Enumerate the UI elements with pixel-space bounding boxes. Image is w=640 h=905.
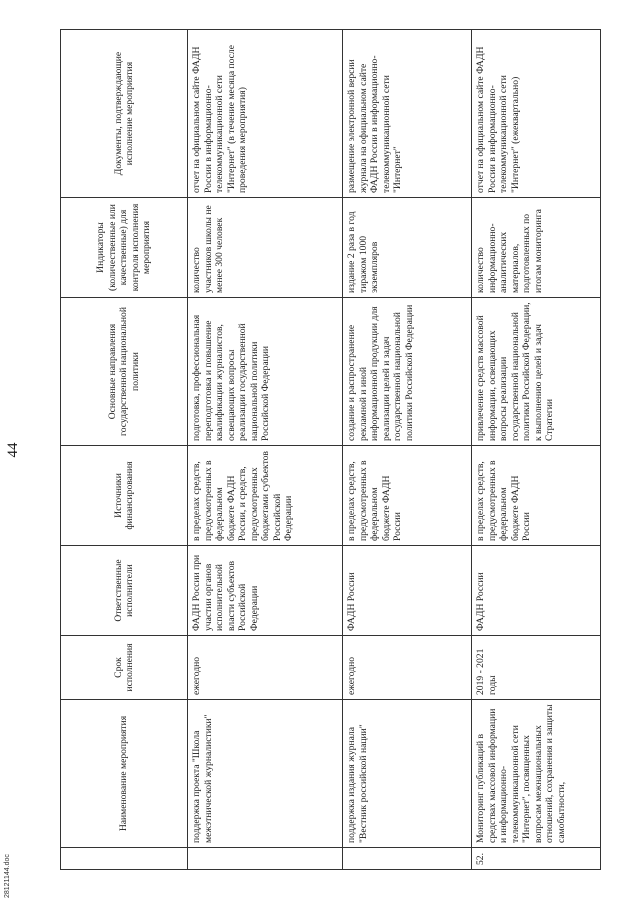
row-number: 52. xyxy=(472,848,601,870)
row-number xyxy=(188,848,343,870)
header-documents: Документы, подтверждающие исполнение мероприятия xyxy=(61,30,188,198)
table-row xyxy=(343,30,472,870)
page-number: 44 xyxy=(5,442,21,458)
measure-directions: привлечение средств массовой информации, освещающих вопросы реализации государственной национальной политики Российской Федерации, к выполнению целей и задач Стратегии xyxy=(472,298,601,446)
header-executors: Ответственные исполнители xyxy=(61,546,188,636)
measure-documents: отчет на официальном сайте ФАДН России в информационно-телекоммуникационной сети "Интернет" (в течение месяца после проведения мероприятия) xyxy=(188,30,343,198)
table-row xyxy=(472,30,601,870)
document-code: 28121144.doc xyxy=(4,854,11,898)
measure-name: Мониторинг публикаций в средствах массовой информации и информационно-телекоммуникационной сети "Интернет", посвященных вопросам межнациональных отношений, сохранения и защиты самобытности, xyxy=(472,700,601,848)
measure-indicators: количество информационно-аналитических материалов, подготовленных по итогам мониторинга xyxy=(472,198,601,298)
measure-documents: отчет на официальном сайте ФАДН России в информационно-телекоммуникационной сети "Интернет" (ежеквартально) xyxy=(472,30,601,198)
table-header-row xyxy=(61,30,188,870)
measure-funding: в пределах средств, предусмотренных в федеральном бюджете ФАДН России xyxy=(343,446,472,546)
measure-executors: ФАДН России при участии органов исполнительной власти субъектов Российской Федерации xyxy=(188,546,343,636)
measure-term: ежегодно xyxy=(343,636,472,700)
header-indicators: Индикаторы (количественные или качественные) для контроля исполнения мероприятия xyxy=(61,198,188,298)
measure-executors: ФАДН России xyxy=(343,546,472,636)
measure-name: поддержка проекта "Школа межэтнической журналистики" xyxy=(188,700,343,848)
row-number xyxy=(343,848,472,870)
measure-funding: в пределах средств, предусмотренных в федеральном бюджете ФАДН России, и средств, предусмотренных бюджетами субъектов Российской Федерации xyxy=(188,446,343,546)
header-name: Наименование мероприятия xyxy=(61,700,188,848)
header-directions: Основные направления государственной национальной политики xyxy=(61,298,188,446)
header-funding: Источники финансирования xyxy=(61,446,188,546)
measure-indicators: количество участников школы не менее 300 человек xyxy=(188,198,343,298)
measures-table xyxy=(60,29,601,870)
measure-documents: размещение электронной версии журнала на официальном сайте ФАДН России в информационно-телекоммуникационной сети "Интернет" xyxy=(343,30,472,198)
measure-directions: создание и распространение рекламной и иной информационной продукции для реализации целей и задач государственной национальной политики Российской Федерации xyxy=(343,298,472,446)
table-row xyxy=(188,30,343,870)
measure-directions: подготовка, профессиональная переподготовка и повышение квалификации журналистов, освещающих вопросы реализации государственной национальной политики Российской Федерации xyxy=(188,298,343,446)
measure-name: поддержка издания журнала "Вестник российской нации" xyxy=(343,700,472,848)
header-term: Срок исполнения xyxy=(61,636,188,700)
measure-funding: в пределах средств, предусмотренных в федеральном бюджете ФАДН России xyxy=(472,446,601,546)
measure-indicators: издание 2 раза в год тиражом 1000 экземпляров xyxy=(343,198,472,298)
measure-term: ежегодно xyxy=(188,636,343,700)
measure-term: 2019 - 2021 годы xyxy=(472,636,601,700)
document-page xyxy=(5,30,600,870)
measure-executors: ФАДН России xyxy=(472,546,601,636)
header-number xyxy=(61,848,188,870)
